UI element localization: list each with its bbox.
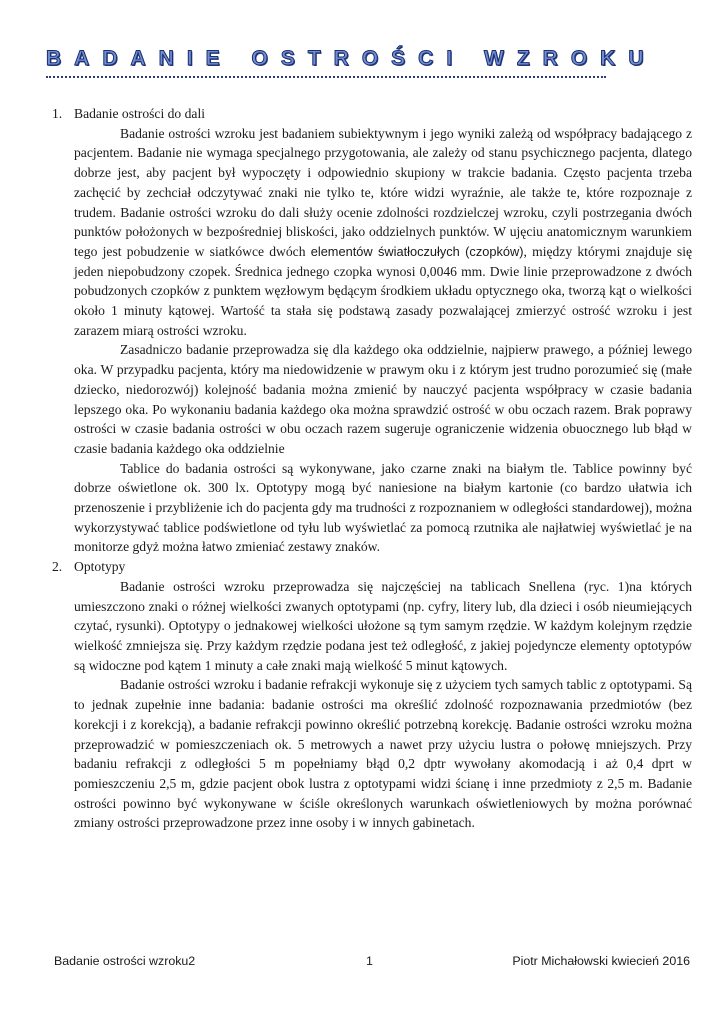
paragraph: Zasadniczo badanie przeprowadza się dla każdego oka oddzielnie, najpierw prawego, a później lewego oka. W przypadku pacjenta, który ma niedowidzenie w prawym oku i z którym jest trudno porozumieć się (małe dziecko, niedorozwój) kolejność badania można zmienić by nauczyć pacjenta współpracy w czasie badania lepszego oka. Po wykonaniu badania każdego oka można sprawdzić ostrość w obu oczach razem. Brak poprawy ostrości w czasie badania ostrości w obu oczach razem sugeruje ograniczenie widzenia obuocznego lub błąd w czasie badania każdego oka oddzielnie xyxy=(74,342,692,456)
section-title: Badanie ostrości do dali xyxy=(74,106,205,121)
paragraph: Badanie ostrości wzroku i badanie refrakcji wykonuje się z użyciem tych samych tablic z optotypami. Są to jednak zupełnie inne badania: badanie ostrości ma określić zdolność rozpoznawania przedmiotów (bez korekcji i z korekcją), a badanie refrakcji powinno określić potrzebną korekcję. Badanie ostrości wzroku można przeprowadzić w pomieszczeniach ok. 5 metrowych a nawet przy użyciu lustra o połowę mniejszych. Przy badaniu refrakcji z odległości 5 m popełniamy błąd 0,2 dptr wywołany akomodacją i aż 0,4 dprt w pomieszczeniu 2,5 m, gdzie pacjent obok lustra z optotypami widzi ścianę i inne przedmioty z 2,5 m. Badanie ostrości powinno być wykonywane w ściśle określonych warunkach oświetleniowych by można porównać zmiany ostrości przeprowadzone przez inne osoby i w innych gabinetach. xyxy=(74,677,692,831)
paragraph xyxy=(74,124,692,341)
footer-author-date: Piotr Michałowski kwiecień 2016 xyxy=(512,954,690,968)
section-number: 2. xyxy=(52,559,63,575)
paragraph: Badanie ostrości wzroku przeprowadza się najczęściej na tablicach Snellena (ryc. 1)na których umieszczono znaki o różnej wielkości zwanych optotypami (np. cyfry, litery lub, dla dzieci i osób nieumiejących czytać, rysunki). Optotypy o jednakowej wielkości ułożone są tym samym rzędzie. W każdym kolejnym rzędzie wielkość zmniejsza się. Przy każdym rzędzie podana jest też odległość, z jakiej pojedyncze elementy optotypów są widoczne pod kątem 1 minuty a całe znaki mają wielkość 5 minut kątowych. xyxy=(74,578,692,673)
section-body xyxy=(74,124,692,557)
paragraph-text: , między którymi znajduje się jeden niepobudzony czopek. Średnica jednego czopka wynosi 0,0046 mm. Dwie linie przeprowadzone z dwóch pobudzonych czopków z punktem węzłowym będącym środkiem układu optycznego oka, tworzą kąt o wielkości około 1 minuty kątowej. Wartość ta stała się podstawą zasady pozwalającej zmierzyć ostrość wzroku i jest zarazem miarą ostrości wzroku. xyxy=(74,243,693,338)
page-number: 1 xyxy=(366,954,373,968)
highlighted-term: elementów światłoczułych (czopków) xyxy=(310,243,524,259)
section-heading xyxy=(50,557,692,577)
paragraph-text: Badanie ostrości wzroku jest badaniem subiektywnym i jego wyniki zależą od współpracy badającego z pacjentem. Badanie nie wymaga specjalnego przygotowania, ale zależy od stanu psychicznego pacjenta, dlatego dobrze jest, aby pacjent był wypoczęty i odpowiednio skupiony w trakcie badania. Często pacjenta trzeba zachęcić by zechciał odczytywać znaki nie tylko te, które widzi wyraźnie, ale także te, które rozpoznaje z trudem. Badanie ostrości wzroku do dali służy ocenie zdolności rozdzielczej wzroku, czyli postrzegania dwóch punktów położonych w bezpośredniej bliskości, jako oddzielnych punktów. W ujęciu anatomicznym warunkiem tego jest pobudzenie w siatkówce dwóch xyxy=(74,125,692,259)
page-footer xyxy=(54,954,690,972)
document-body xyxy=(50,104,692,833)
section-optotypes xyxy=(50,557,692,833)
paragraph: Tablice do badania ostrości są wykonywane, jako czarne znaki na białym tle. Tablice powinny być dobrze oświetlone ok. 300 lx. Optotypy mogą być naniesione na białym kartonie (co bardzo ułatwia ich przenoszenie i przybliżenie ich do pacjenta gdy ma trudności z rozpoznaniem w odległości standardowej), można wykorzystywać tablice podświetlone od tyłu lub wyświetlać za pomocą rzutnika ale najłatwiej wyświetlać je na monitorze gdyż można łatwo zmieniać zestawy znaków. xyxy=(74,460,692,555)
section-number: 1. xyxy=(52,106,63,121)
section-distance-acuity xyxy=(50,104,692,557)
section-body xyxy=(74,577,692,833)
section-title: Optotypy xyxy=(74,559,126,575)
footer-document-name: Badanie ostrości wzroku2 xyxy=(54,954,196,968)
document-title: BADANIE OSTROŚCI WZROKU xyxy=(46,46,606,78)
section-heading xyxy=(50,104,692,124)
